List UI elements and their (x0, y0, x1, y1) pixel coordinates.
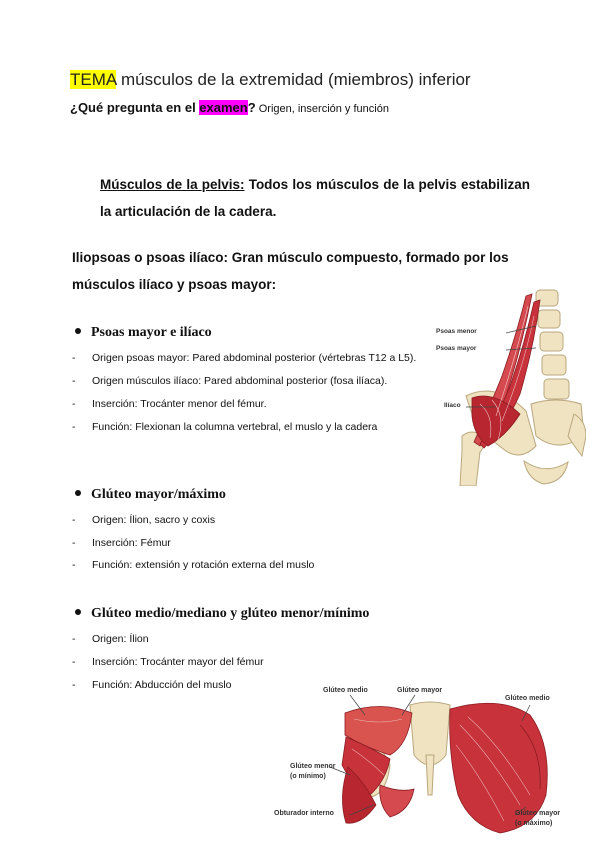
list-item-text: Función: Abducción del muslo (92, 679, 232, 691)
figure-label: (o mínimo) (290, 773, 326, 780)
page-title (70, 70, 471, 90)
figure-label: Ilíaco (444, 402, 461, 409)
bullet-icon (75, 328, 81, 334)
figure-label: Psoas menor (436, 328, 477, 335)
figure-label: Glúteo medio (505, 695, 550, 702)
list-item-text: Inserción: Trocánter menor del fémur. (92, 398, 267, 410)
figure-label: Psoas mayor (436, 345, 477, 352)
question-text: ¿Qué pregunta en el (70, 100, 200, 115)
question-highlight: examen (199, 100, 248, 115)
section-heading (75, 325, 212, 341)
figure-label: (o máximo) (515, 820, 553, 827)
intro-text: Todos los músculos de la pelvis estabilizan la articulación de la cadera. (100, 177, 530, 219)
list-item: - Origen músculos ilíaco: Pared abdominal posterior (fosa ilíaca). (72, 375, 388, 387)
bullet-icon (75, 609, 81, 615)
list-item-text: Inserción: Trocánter mayor del fémur (92, 656, 264, 668)
figure-label: Glúteo medio (323, 687, 368, 694)
intro-heading: Músculos de la pelvis: (100, 177, 245, 192)
list-item: - Origen psoas mayor: Pared abdominal posterior (vértebras T12 a L5). (72, 352, 417, 364)
list-item-text: Origen: Ílion (92, 633, 149, 645)
list-item: - Inserción: Trocánter menor del fémur. (72, 398, 267, 410)
list-item: - Origen: Ílion (72, 633, 149, 645)
exam-question (70, 100, 389, 115)
list-item: - Inserción: Trocánter mayor del fémur (72, 656, 264, 668)
list-item-text: Inserción: Fémur (92, 537, 171, 549)
section-heading-text: Glúteo medio/mediano y glúteo menor/mínimo (91, 606, 370, 621)
title-highlight: TEMA (70, 70, 117, 89)
section-heading (75, 606, 369, 622)
question-answer: Origen, inserción y función (255, 103, 389, 115)
figure-label: Obturador interno (274, 810, 334, 817)
list-item: - Función: Flexionan la columna vertebral, el muslo y la cadera (72, 421, 378, 433)
iliopsoas-paragraph: Iliopsoas o psoas ilíaco: Gran músculo compuesto, formado por los músculos ilíaco y psoas mayor: (72, 250, 509, 292)
list-item: - Función: Abducción del muslo (72, 679, 232, 691)
list-item-text: Origen psoas mayor: Pared abdominal posterior (vértebras T12 a L5). (92, 352, 417, 364)
list-item-text: Función: extensión y rotación externa del muslo (92, 559, 315, 571)
section-heading-text: Glúteo mayor/máximo (91, 487, 226, 502)
list-item: - Inserción: Fémur (72, 537, 171, 549)
section-heading-text: Psoas mayor e ilíaco (91, 325, 212, 340)
figure-label: Glúteo mayor (397, 687, 443, 694)
figure-label: Glúteo mayor (515, 810, 561, 817)
title-text: músculos de la extremidad (miembros) inferior (116, 70, 471, 89)
intro-paragraph (100, 171, 530, 225)
psoas-iliacus-figure (436, 286, 586, 486)
section-heading (75, 487, 226, 503)
figure-label: Glúteo menor (290, 763, 336, 770)
list-item-text: Origen músculos ilíaco: Pared abdominal posterior (fosa ilíaca). (92, 375, 388, 387)
bullet-icon (75, 490, 81, 496)
list-item: - Función: extensión y rotación externa del muslo (72, 559, 315, 571)
list-item-text: Función: Flexionan la columna vertebral, el muslo y la cadera (92, 421, 378, 433)
question-mark: ? (247, 100, 256, 115)
list-item-text: Origen: Ílion, sacro y coxis (92, 514, 216, 526)
list-item: - Origen: Ílion, sacro y coxis (72, 514, 216, 526)
